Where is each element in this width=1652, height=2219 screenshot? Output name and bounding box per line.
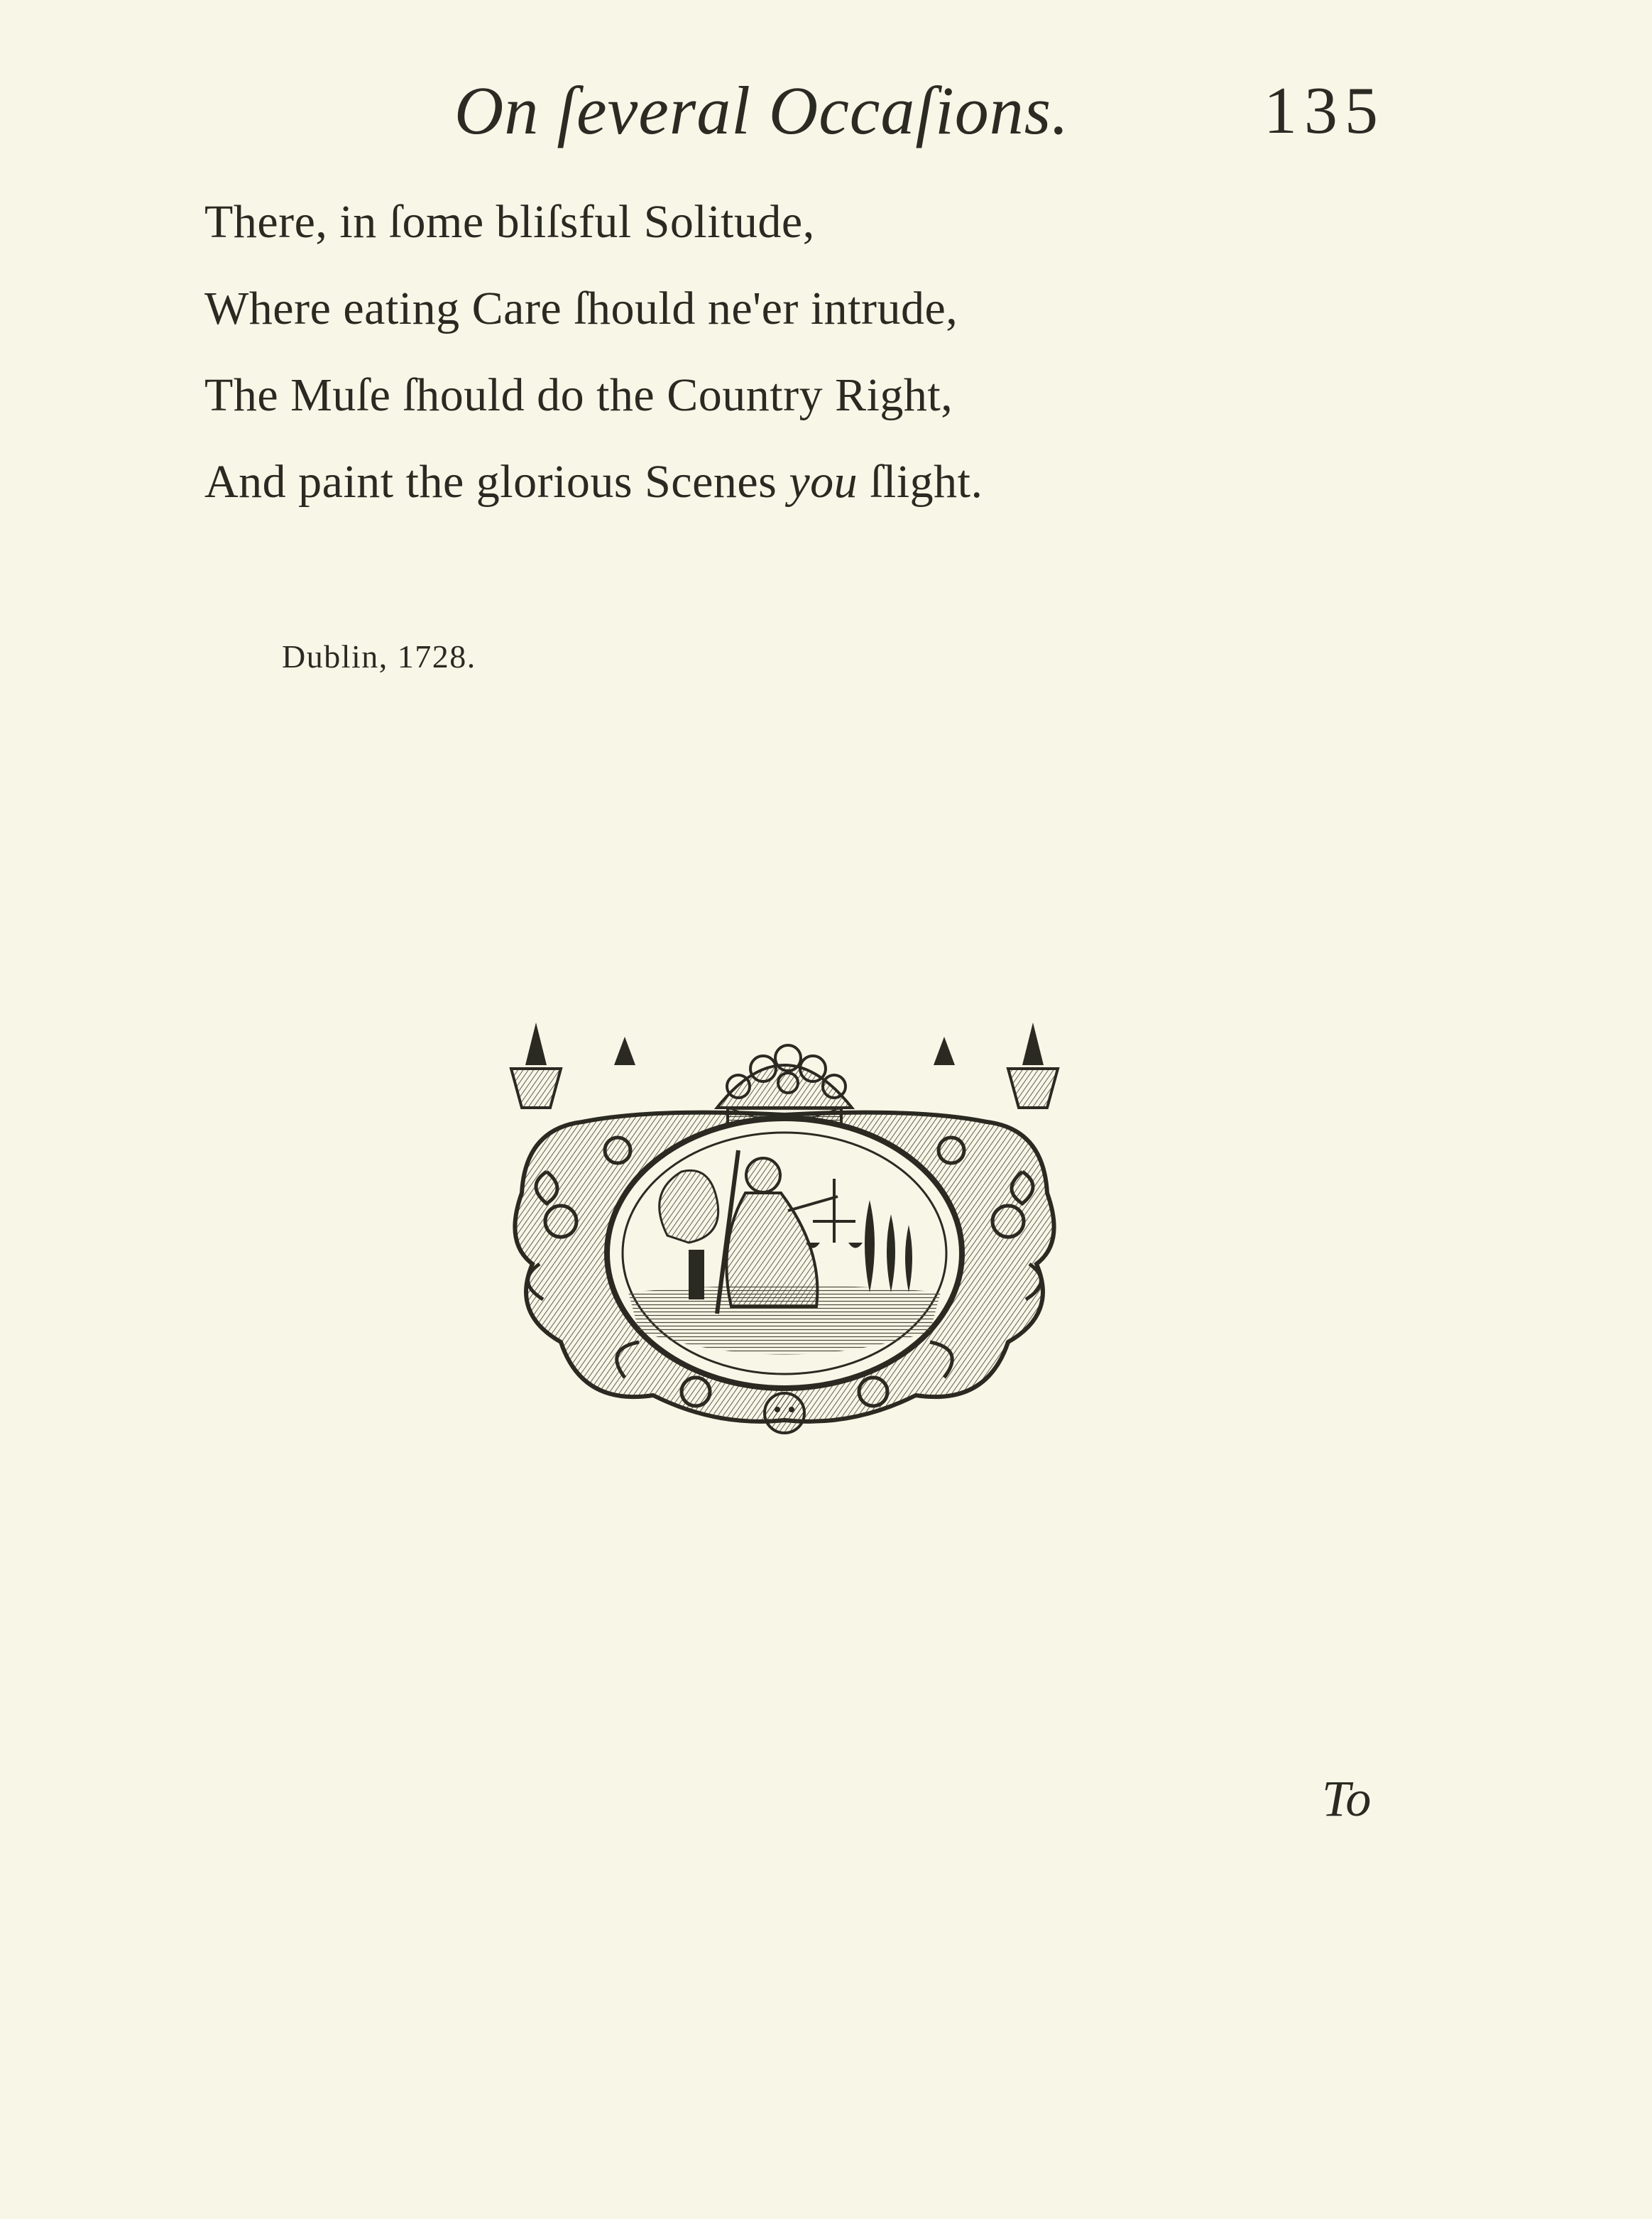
running-title: On ſeveral Occaſions. [454, 72, 1070, 148]
verse-line-last [204, 439, 1269, 525]
verse-text: And paint the glorious Scenes [204, 456, 789, 508]
verse-text: ſlight. [858, 456, 983, 508]
engraved-cartouche-justice-ornament-icon [483, 1008, 1086, 1449]
verse-stanza [204, 179, 1269, 525]
catchword: To [1322, 1770, 1372, 1827]
verse-line: Where eating Care ſhould ne'er intrude, [204, 283, 958, 334]
verse-italic-word: you [789, 456, 858, 508]
verse-line: The Muſe ſhould do the Country Right, [204, 369, 953, 421]
page-number: 135 [1264, 74, 1385, 148]
page-header [0, 71, 1652, 156]
verse-line: There, in ſome bliſsful Solitude, [204, 196, 815, 248]
place-date-colophon: Dublin, 1728. [282, 638, 476, 675]
